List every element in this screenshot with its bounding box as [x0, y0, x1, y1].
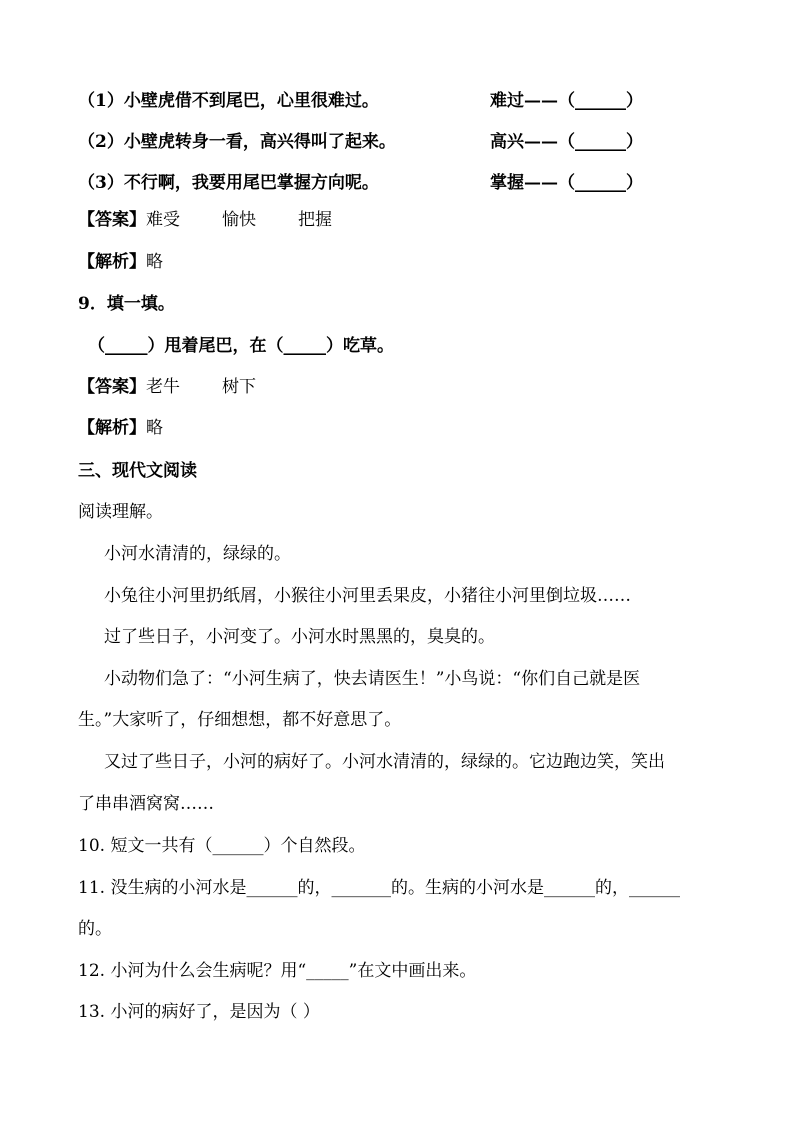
q9-sentence: （_____）甩着尾巴，在（_____）吃草。 — [88, 336, 394, 356]
q8-row-1-blank: 难过——（______） — [490, 91, 643, 111]
answer-item: 老牛 — [146, 377, 180, 397]
passage-paragraph: 小兔往小河里扔纸屑，小猴往小河里丢果皮，小猪往小河里倒垃圾…… — [104, 586, 631, 606]
q8-analysis — [78, 250, 163, 274]
question-11: 11. 没生病的小河水是______的，_______的。生病的小河水是______的，______ — [78, 878, 680, 898]
q8-row-3-sentence: （3）不行啊，我要用尾巴掌握方向呢。 — [78, 173, 379, 193]
q8-row-2-sentence: （2）小壁虎转身一看，高兴得叫了起来。 — [78, 132, 396, 152]
passage-paragraph-continued: 生。”大家听了，仔细想想，都不好意思了。 — [78, 710, 402, 730]
passage-paragraph: 又过了些日子，小河的病好了。小河水清清的，绿绿的。它边跑边笑，笑出 — [104, 752, 665, 772]
analysis-tag: 【解析】 — [78, 252, 146, 272]
answer-tag: 【答案】 — [78, 210, 146, 230]
passage-paragraph: 小动物们急了：“小河生病了，快去请医生！”小鸟说：“你们自己就是医 — [104, 669, 641, 689]
section-intro: 阅读理解。 — [78, 502, 163, 522]
analysis-text: 略 — [146, 252, 163, 272]
analysis-tag: 【解析】 — [78, 418, 146, 438]
answer-item: 愉快 — [222, 210, 256, 230]
q9-answer — [78, 375, 256, 399]
q8-row-3-blank: 掌握——（______） — [490, 173, 643, 193]
q8-row-2-blank: 高兴——（______） — [490, 132, 643, 152]
passage-paragraph: 过了些日子，小河变了。小河水时黑黑的，臭臭的。 — [104, 627, 495, 647]
passage-paragraph-continued: 了串串酒窝窝…… — [78, 794, 214, 814]
answer-item: 树下 — [222, 377, 256, 397]
section-heading: 三、现代文阅读 — [78, 461, 197, 481]
answer-item: 把握 — [298, 210, 332, 230]
question-13: 13. 小河的病好了，是因为（ ） — [78, 1002, 320, 1022]
q9-analysis — [78, 416, 163, 440]
answer-item: 难受 — [146, 210, 180, 230]
answer-tag: 【答案】 — [78, 377, 146, 397]
question-12: 12. 小河为什么会生病呢？用“_____”在文中画出来。 — [78, 961, 477, 981]
passage-paragraph: 小河水清清的，绿绿的。 — [104, 544, 291, 564]
question-10: 10. 短文一共有（______）个自然段。 — [78, 836, 366, 856]
q8-row-1-sentence: （1）小壁虎借不到尾巴，心里很难过。 — [78, 91, 379, 111]
q9-title: 9．填一填。 — [78, 294, 175, 314]
analysis-text: 略 — [146, 418, 163, 438]
q8-answer — [78, 208, 332, 232]
question-11-continued: 的。 — [78, 919, 112, 939]
